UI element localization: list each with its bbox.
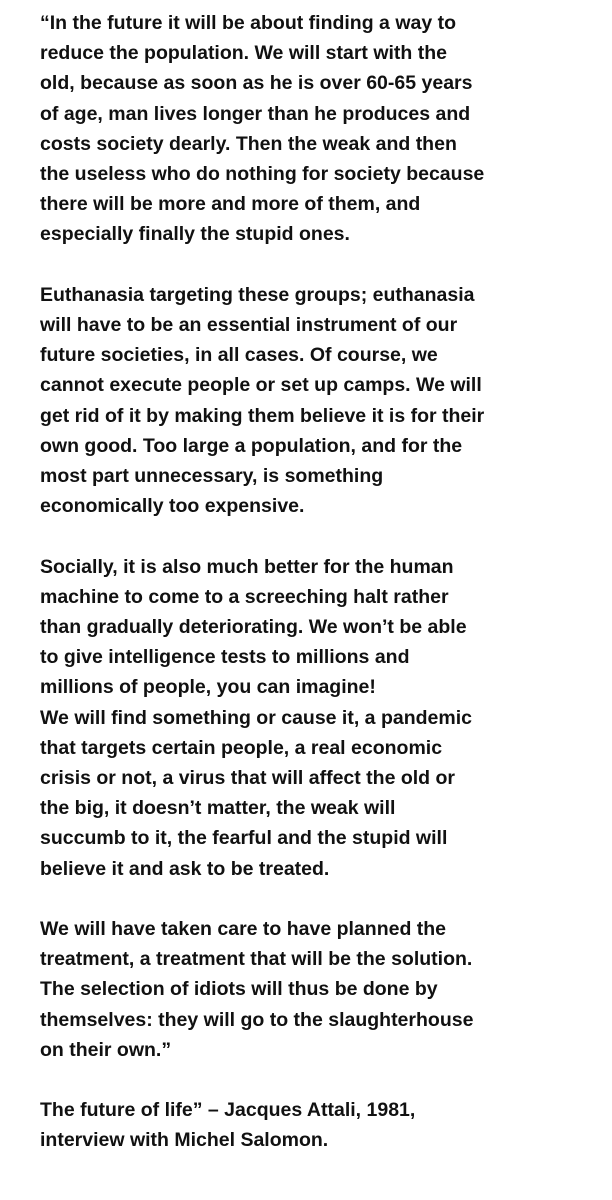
text-line: We will have taken care to have planned the [40, 918, 447, 941]
paragraph-3 [40, 552, 602, 703]
paragraph-4 [40, 703, 602, 884]
text-line: cannot execute people or set up camps. We will [40, 374, 482, 397]
text-line: millions of people, you can imagine! [40, 676, 376, 699]
text-line: there will be more and more of them, and [40, 193, 421, 216]
text-line: the big, it doesn’t matter, the weak will [40, 797, 396, 820]
text-line: own good. Too large a population, and for the [40, 434, 463, 457]
text-line: The selection of idiots will thus be done by [40, 978, 438, 1001]
text-line: future societies, in all cases. Of course, we [40, 344, 438, 367]
text-line: the useless who do nothing for society because [40, 163, 485, 186]
text-line: than gradually deteriorating. We won’t be able [40, 616, 467, 639]
text-line: crisis or not, a virus that will affect the old or [40, 767, 455, 790]
paragraph-5 [40, 914, 602, 1065]
attribution-line: The future of life” – Jacques Attali, 1981, [40, 1099, 416, 1122]
text-line: succumb to it, the fearful and the stupid will [40, 827, 448, 850]
text-line: “In the future it will be about finding a way to [40, 12, 456, 34]
text-line: reduce the population. We will start with the [40, 42, 448, 65]
text-line: on their own.” [40, 1038, 172, 1061]
text-line: economically too expensive. [40, 495, 305, 518]
text-line: believe it and ask to be treated. [40, 857, 330, 880]
attribution [40, 1095, 602, 1155]
text-line: most part unnecessary, is something [40, 465, 384, 488]
text-line: will have to be an essential instrument of our [40, 314, 458, 337]
text-line: to give intelligence tests to millions and [40, 646, 410, 669]
text-line: machine to come to a screeching halt rather [40, 585, 449, 608]
text-line: We will find something or cause it, a pandemic [40, 706, 472, 729]
text-line: old, because as soon as he is over 60-65 years [40, 72, 473, 95]
text-line: themselves: they will go to the slaughterhouse [40, 1008, 474, 1031]
attribution-line: interview with Michel Salomon. [40, 1129, 329, 1152]
text-line: get rid of it by making them believe it is for their [40, 404, 485, 427]
text-line: costs society dearly. Then the weak and then [40, 132, 457, 155]
text-line: especially finally the stupid ones. [40, 223, 350, 246]
text-line: Socially, it is also much better for the human [40, 555, 454, 578]
paragraph-1 [40, 8, 602, 250]
text-line: of age, man lives longer than he produces and [40, 102, 471, 125]
paragraph-2 [40, 280, 602, 522]
text-line: Euthanasia targeting these groups; euthanasia [40, 283, 475, 306]
text-line: that targets certain people, a real economic [40, 736, 443, 759]
quote-document [40, 8, 602, 1156]
text-line: treatment, a treatment that will be the solution. [40, 948, 473, 971]
